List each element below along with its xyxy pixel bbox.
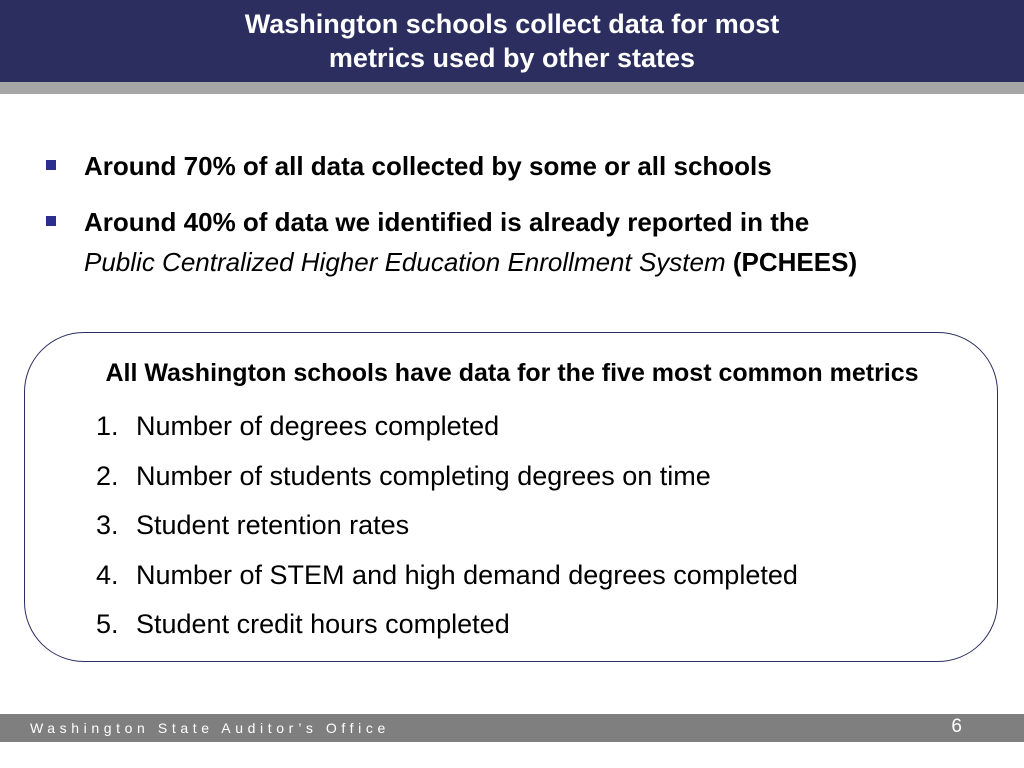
slide-title-line-1: Washington schools collect data for most <box>244 9 780 39</box>
metric-number: 1. <box>96 411 119 441</box>
metric-text: Number of students completing degrees on time <box>136 460 711 491</box>
bullet-list <box>46 146 996 298</box>
metric-number: 5. <box>96 609 119 639</box>
header-divider <box>0 82 1024 94</box>
metric-text: Student credit hours completed <box>136 609 510 639</box>
metric-text: Student retention rates <box>136 510 410 540</box>
slide-title <box>0 0 1024 82</box>
bullet-suffix-text: (PCHEES) <box>732 247 858 277</box>
metric-item <box>96 551 976 601</box>
metric-number: 2. <box>96 460 119 491</box>
metric-number: 3. <box>96 510 119 540</box>
footer-bar <box>0 714 1024 742</box>
square-bullet-icon <box>46 160 56 170</box>
square-bullet-icon <box>46 216 56 226</box>
bullet-item <box>46 146 996 186</box>
metric-item <box>96 402 976 452</box>
bullet-text: Around 70% of all data collected by some or all schools <box>84 151 772 181</box>
page-number: 6 <box>951 716 962 737</box>
metrics-list <box>96 402 976 650</box>
bullet-text: Around 40% of data we identified is already reported in the <box>84 207 810 237</box>
slide-title-line-2: metrics used by other states <box>328 43 696 73</box>
metric-text: Number of STEM and high demand degrees completed <box>136 559 798 590</box>
metric-item <box>96 600 976 650</box>
bullet-italic-text: Public Centralized Higher Education Enrollment System <box>84 247 726 277</box>
metric-number: 4. <box>96 559 119 590</box>
footer-org-name: Washington State Auditor’s Office <box>30 720 390 736</box>
callout-title: All Washington schools have data for the five most common metrics <box>105 359 919 387</box>
metric-text: Number of degrees completed <box>136 411 500 441</box>
metric-item <box>96 501 976 551</box>
bullet-item <box>46 202 996 282</box>
metric-item <box>96 452 976 502</box>
